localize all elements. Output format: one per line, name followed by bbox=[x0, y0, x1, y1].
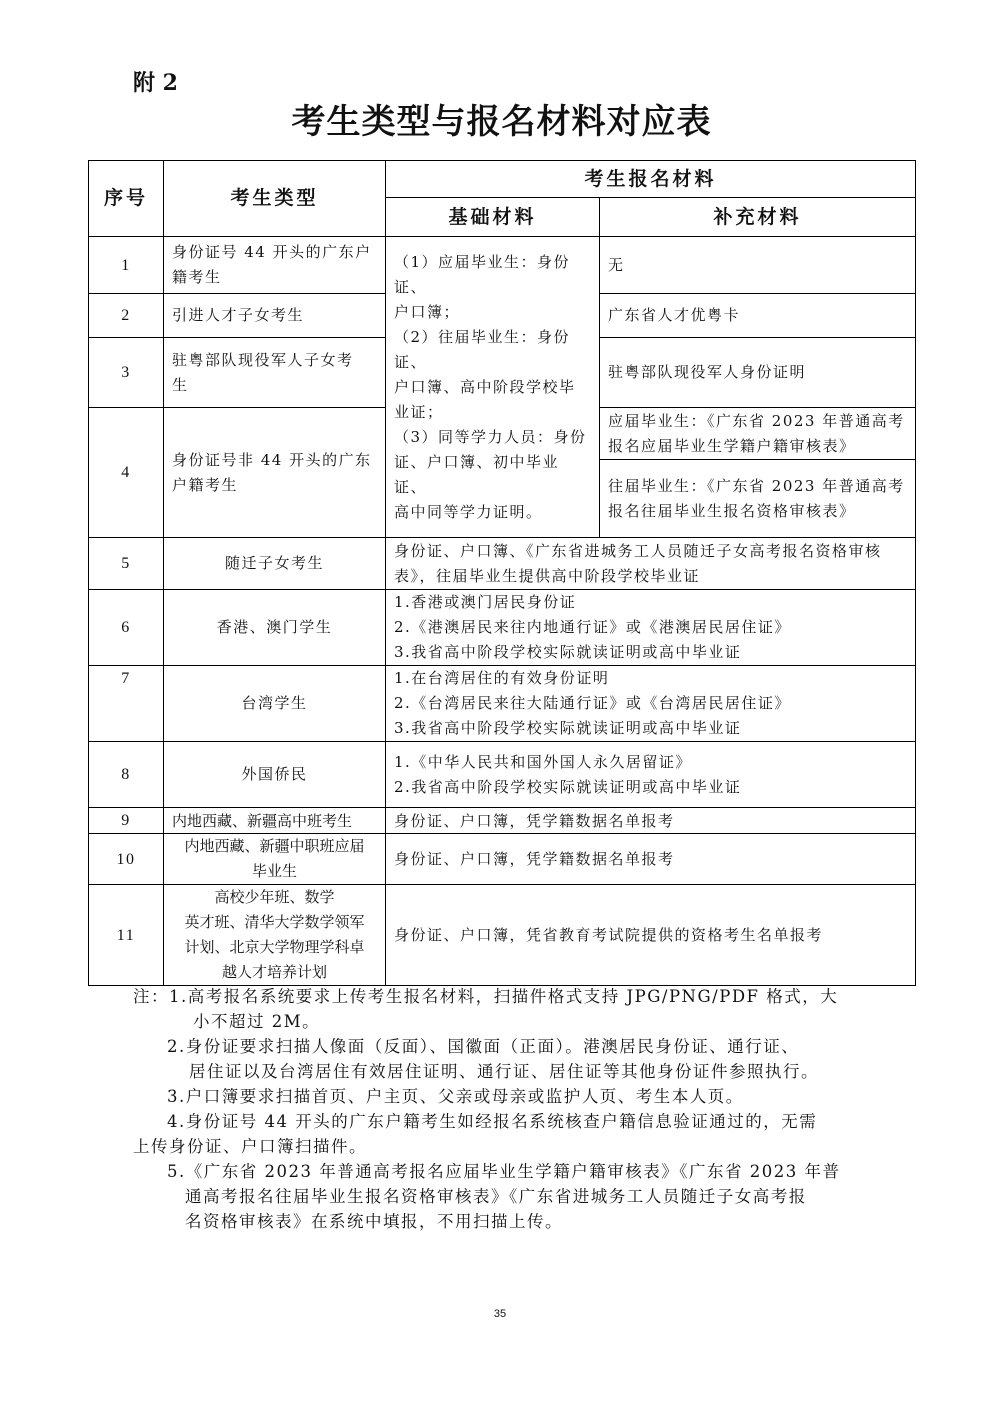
row-extra: 应届毕业生：《广东省 2023 年普通高考 报名应届毕业生学籍户籍审核表》 bbox=[600, 408, 916, 460]
attachment-label: 附 2 bbox=[133, 70, 178, 96]
table-row bbox=[89, 808, 916, 834]
notes bbox=[133, 984, 873, 1234]
row-type: 内地西藏、新疆高中班考生 bbox=[164, 808, 386, 834]
row-no: 10 bbox=[89, 834, 164, 885]
header-extra: 补充材料 bbox=[600, 198, 916, 237]
row-materials: 身份证、户口簿，凭学籍数据名单报考 bbox=[386, 834, 916, 885]
header-basic: 基础材料 bbox=[386, 198, 600, 237]
row-no: 5 bbox=[89, 538, 164, 590]
table-row bbox=[89, 885, 916, 986]
table-row bbox=[89, 237, 916, 294]
note-line: 5.《广东省 2023 年普通高考报名应届毕业生学籍户籍审核表》《广东省 2023 年普 bbox=[167, 1162, 841, 1181]
row-no: 1 bbox=[89, 237, 164, 294]
row-type: 台湾学生 bbox=[164, 666, 386, 742]
row-extra: 往届毕业生：《广东省 2023 年普通高考 报名往届毕业生报名资格审核表》 bbox=[600, 460, 916, 538]
row-type: 随迁子女考生 bbox=[164, 538, 386, 590]
table-row bbox=[89, 538, 916, 590]
table-row bbox=[89, 742, 916, 808]
row-type: 外国侨民 bbox=[164, 742, 386, 808]
table-row bbox=[89, 666, 916, 742]
row-materials: 1.《中华人民共和国外国人永久居留证》 2.我省高中阶段学校实际就读证明或高中毕业证 bbox=[386, 742, 916, 808]
row-type: 驻粤部队现役军人子女考 生 bbox=[164, 338, 386, 408]
note-line: 注：1.高考报名系统要求上传考生报名材料，扫描件格式支持 JPG/PNG/PDF 格式，大 bbox=[133, 987, 839, 1006]
page-title: 考生类型与报名材料对应表 bbox=[291, 102, 712, 142]
row-no: 8 bbox=[89, 742, 164, 808]
row-extra: 广东省人才优粤卡 bbox=[600, 294, 916, 338]
row-type: 内地西藏、新疆中职班应届 毕业生 bbox=[164, 834, 386, 885]
row-extra: 无 bbox=[600, 237, 916, 294]
row-materials: 1.香港或澳门居民身份证 2.《港澳居民来往内地通行证》或《港澳居民居住证》 3.我省高中阶段学校实际就读证明或高中毕业证 bbox=[386, 590, 916, 666]
row-extra: 驻粤部队现役军人身份证明 bbox=[600, 338, 916, 408]
row-no: 4 bbox=[89, 408, 164, 538]
row-no: 9 bbox=[89, 808, 164, 834]
row-type: 高校少年班、数学 英才班、清华大学数学领军 计划、北京大学物理学科卓 越人才培养计划 bbox=[164, 885, 386, 986]
note-line: 居住证以及台湾居住有效居住证明、通行证、居住证等其他身份证件参照执行。 bbox=[189, 1062, 819, 1081]
row-materials: 身份证、户口簿，凭省教育考试院提供的资格考生名单报考 bbox=[386, 885, 916, 986]
note-line: 通高考报名往届毕业生报名资格审核表》《广东省进城务工人员随迁子女高考报 bbox=[185, 1187, 807, 1206]
note-line: 上传身份证、户口簿扫描件。 bbox=[133, 1137, 367, 1156]
row-type: 香港、澳门学生 bbox=[164, 590, 386, 666]
note-line: 3.户口簿要求扫描首页、户主页、父亲或母亲或监护人页、考生本人页。 bbox=[167, 1087, 744, 1106]
note-line: 小不超过 2M。 bbox=[193, 1012, 321, 1031]
row-type: 身份证号 44 开头的广东户 籍考生 bbox=[164, 237, 386, 294]
note-line: 名资格审核表》在系统中填报，不用扫描上传。 bbox=[185, 1212, 563, 1231]
row-no: 7 bbox=[89, 666, 164, 742]
note-line: 2.身份证要求扫描人像面（反面）、国徽面（正面）。港澳居民身份证、通行证、 bbox=[167, 1037, 800, 1056]
table-row bbox=[89, 834, 916, 885]
page-number: 35 bbox=[493, 1308, 507, 1320]
row-materials: 1.在台湾居住的有效身份证明 2.《台湾居民来往大陆通行证》或《台湾居民居住证》 3.我省高中阶段学校实际就读证明或高中毕业证 bbox=[386, 666, 916, 742]
materials-table bbox=[88, 160, 916, 986]
row-materials: 身份证、户口簿、《广东省进城务工人员随迁子女高考报名资格审核 表》，往届毕业生提供高中阶段学校毕业证 bbox=[386, 538, 916, 590]
row-no: 2 bbox=[89, 294, 164, 338]
header-type: 考生类型 bbox=[164, 161, 386, 237]
header-materials: 考生报名材料 bbox=[386, 161, 916, 198]
row-no: 3 bbox=[89, 338, 164, 408]
row-materials: 身份证、户口簿，凭学籍数据名单报考 bbox=[386, 808, 916, 834]
header-no: 序号 bbox=[89, 161, 164, 237]
row-type: 身份证号非 44 开头的广东 户籍考生 bbox=[164, 408, 386, 538]
basic-materials: （1）应届毕业生：身份证、 户口簿； （2）往届毕业生：身份证、 户口簿、高中阶段学校毕 业证； （3）同等学力人员：身份 证、户口簿、初中毕业证、 高中同等学力证明。 bbox=[386, 237, 600, 538]
row-type: 引进人才子女考生 bbox=[164, 294, 386, 338]
row-no: 11 bbox=[89, 885, 164, 986]
row-no: 6 bbox=[89, 590, 164, 666]
table-row bbox=[89, 590, 916, 666]
note-line: 4.身份证号 44 开头的广东户籍考生如经报名系统核查户籍信息验证通过的，无需 bbox=[167, 1112, 818, 1131]
